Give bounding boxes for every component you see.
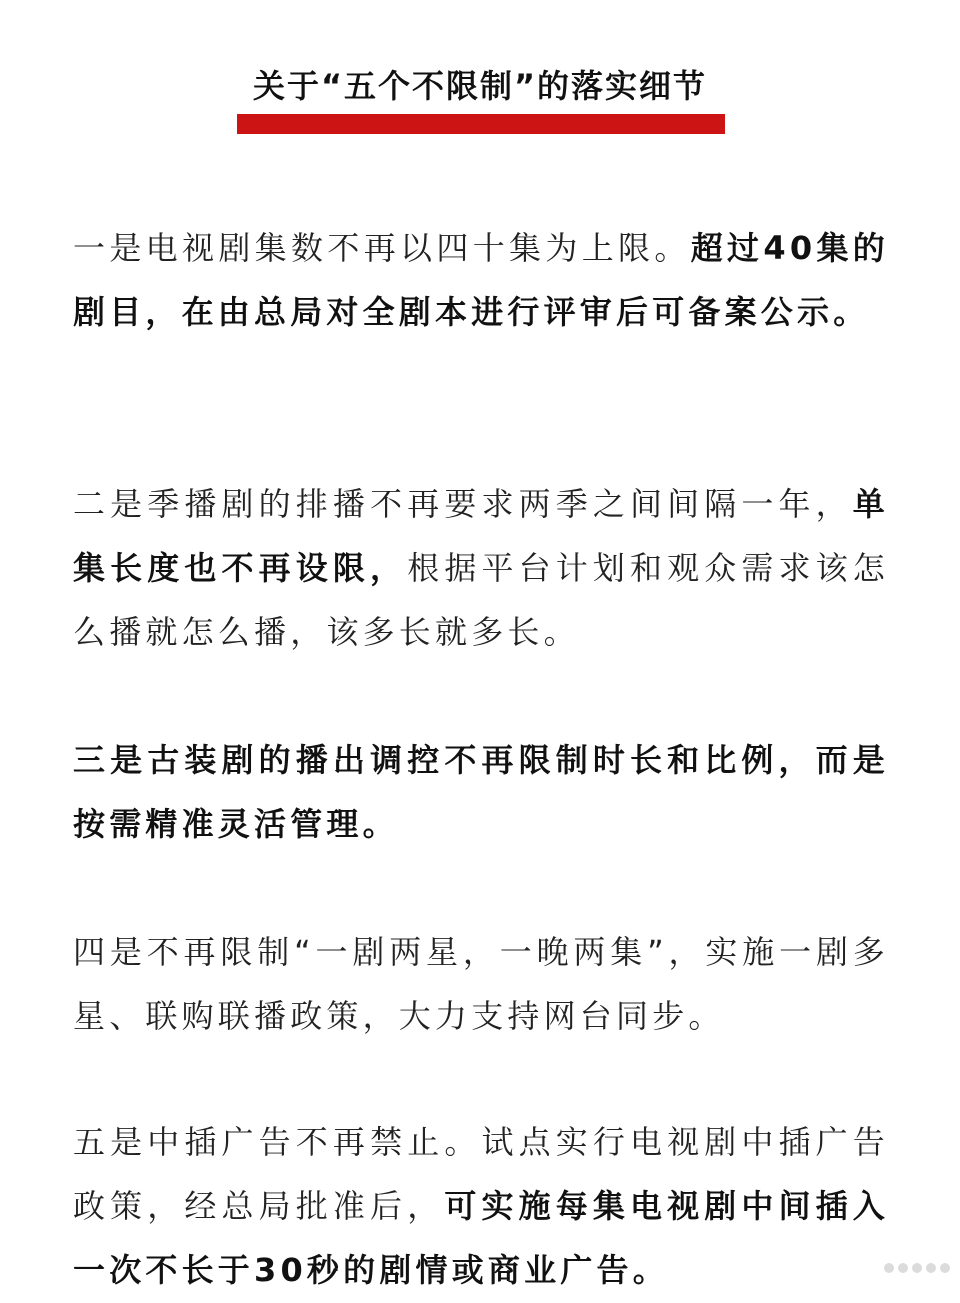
- paragraph-2-text-b: 根据平台计划和观众需求该怎么播就怎么播，该多长就多长。: [73, 549, 889, 651]
- paragraph-3: [73, 728, 889, 856]
- paragraph-5-text: 五是中插广告不再禁止。试点实行电视剧中插广告政策，经总局批准后，: [73, 1123, 889, 1225]
- paragraph-4: [73, 920, 889, 1048]
- paragraph-1-text: 一是电视剧集数不再以四十集为上限。: [73, 229, 691, 267]
- paragraph-1-bold-text: 超过40集的剧目，在由总局对全剧本进行评审后可备案公示。: [73, 229, 889, 331]
- watermark-dot: [940, 1263, 950, 1273]
- title-underline-bar: [237, 114, 725, 134]
- article-title: 关于“五个不限制”的落实细节: [252, 67, 708, 105]
- paragraph-5-bold-text: 可实施每集电视剧中间插入一次不长于30秒的剧情或商业广告。: [73, 1187, 889, 1289]
- paragraph-4-text: 四是不再限制“一剧两星，一晚两集”，实施一剧多星、联购联播政策，大力支持网台同步。: [73, 933, 889, 1035]
- watermark-dot: [884, 1263, 894, 1273]
- watermark-dot: [898, 1263, 908, 1273]
- paragraph-5: [73, 1110, 889, 1302]
- paragraph-2-text-a: 二是季播剧的排播不再要求两季之间间隔一年，: [73, 485, 853, 523]
- watermark-dot: [912, 1263, 922, 1273]
- watermark-dot: [926, 1263, 936, 1273]
- watermark-dots: [884, 1263, 950, 1273]
- paragraph-3-bold-text: 三是古装剧的播出调控不再限制时长和比例，而是按需精准灵活管理。: [73, 741, 889, 843]
- paragraph-2: [73, 472, 889, 664]
- paragraph-1: [73, 216, 889, 344]
- paragraph-2-bold-text: 单集长度也不再设限，: [73, 485, 889, 587]
